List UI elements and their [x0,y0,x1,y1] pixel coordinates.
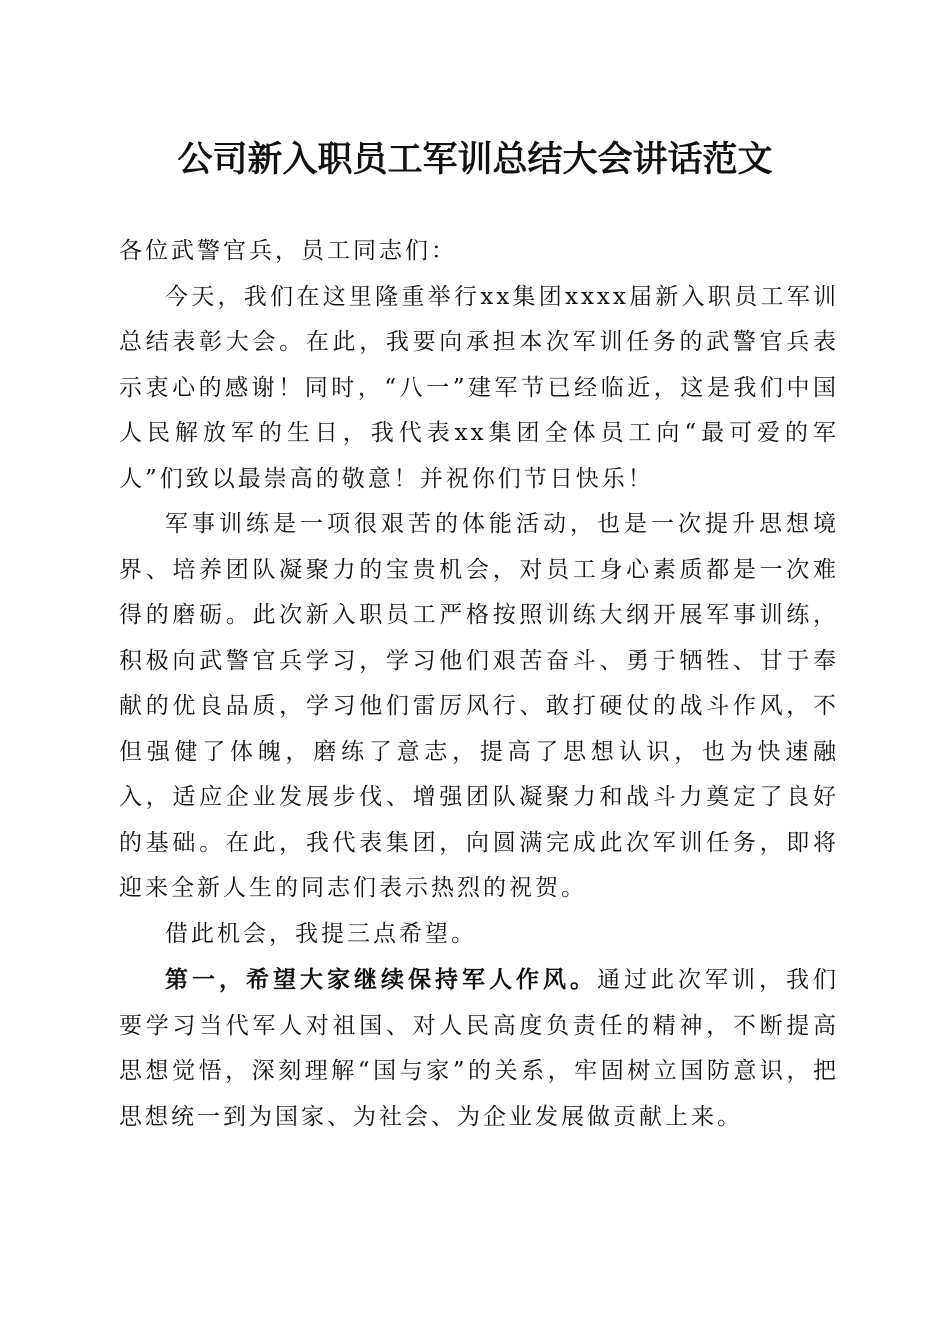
paragraph-opening: 今天，我们在这里隆重举行xx集团xxxx届新入职员工军训总结表彰大会。在此，我要向承担本次军训任务的武警官兵表示衷心的感谢！同时，“八一”建军节已经临近，这是我们中国人民解放军的生日，我代表xx集团全体员工向“最可爱的军人”们致以最崇高的敬意！并祝你们节日快乐！ [119,283,839,492]
point-one-heading: 第一，希望大家继续保持军人作风。 [165,966,597,993]
paragraph-point-one [119,957,839,1140]
paragraph-hopes-intro: 借此机会，我提三点希望。 [165,920,477,947]
document-body [119,229,839,1140]
document-title: 公司新入职员工军训总结大会讲话范文 [177,139,773,180]
salutation: 各位武警官兵，员工同志们： [119,238,457,264]
point-one-text: 通过此次军训，我们要学习当代军人对祖国、对人民高度负责任的精神，不断提高思想觉悟，深刻理解“国与家”的关系，牢固树立国防意识，把思想统一到为国家、为社会、为企业发展做贡献上来。 [119,967,839,1130]
paragraph-training: 军事训练是一项很艰苦的体能活动，也是一次提升思想境界、培养团队凝聚力的宝贵机会，对员工身心素质都是一次难得的磨砺。此次新入职员工严格按照训练大纲开展军事训练，积极向武警官兵学习，学习他们艰苦奋斗、勇于牺牲、甘于奉献的优良品质，学习他们雷厉风行、敢打硬仗的战斗作风，不但强健了体魄，磨练了意志，提高了思想认识，也为快速融入，适应企业发展步伐、增强团队凝聚力和战斗力奠定了良好的基础。在此，我代表集团，向圆满完成此次军训任务，即将迎来全新人生的同志们表示热烈的祝贺。 [119,511,839,901]
